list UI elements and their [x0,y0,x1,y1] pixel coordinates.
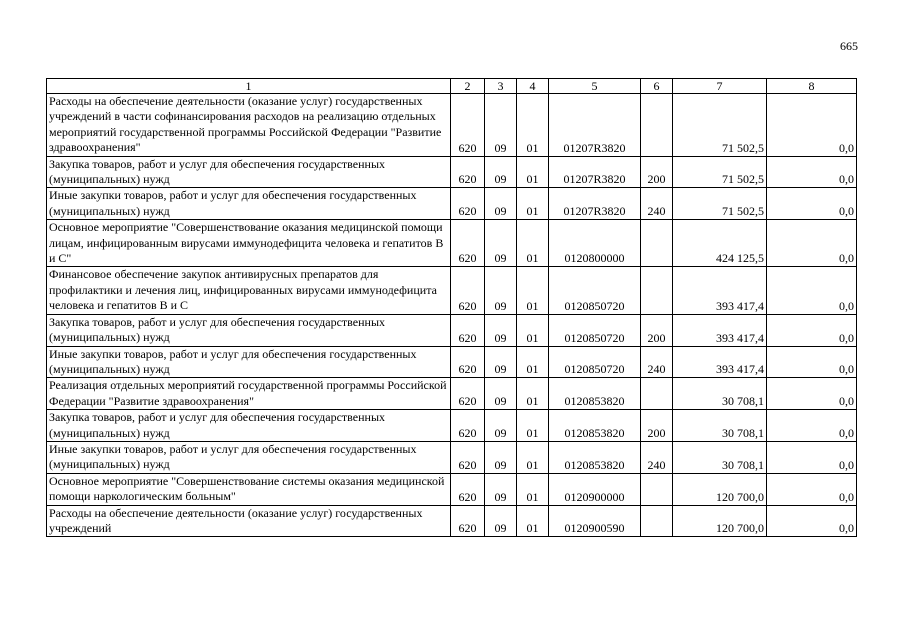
section-code-cell: 09 [485,410,517,442]
table-row [47,346,857,378]
target-article-cell: 0120853820 [549,410,641,442]
secondary-amount-cell: 0,0 [767,188,857,220]
target-article-cell: 0120900590 [549,505,641,537]
amount-cell: 424 125,5 [673,220,767,267]
amount-cell: 71 502,5 [673,188,767,220]
secondary-amount-cell: 0,0 [767,473,857,505]
ministry-code-cell: 620 [451,505,485,537]
expense-type-cell: 240 [641,346,673,378]
subsection-code-cell: 01 [517,94,549,157]
secondary-amount-cell: 0,0 [767,410,857,442]
column-header: 4 [517,79,549,94]
section-code-cell: 09 [485,441,517,473]
target-article-cell: 0120850720 [549,267,641,314]
target-article-cell: 0120850720 [549,314,641,346]
expense-type-cell [641,220,673,267]
column-header: 3 [485,79,517,94]
secondary-amount-cell: 0,0 [767,314,857,346]
expense-name-cell: Иные закупки товаров, работ и услуг для обеспечения государственных (муниципальных) нужд [47,346,451,378]
secondary-amount-cell: 0,0 [767,220,857,267]
ministry-code-cell: 620 [451,156,485,188]
expense-name-cell: Расходы на обеспечение деятельности (оказание услуг) государственных учреждений в части софинансирования расходов на реализацию отдельных мероприятий государственной программы Российской Федерации "Развитие здравоохранения" [47,94,451,157]
subsection-code-cell: 01 [517,220,549,267]
amount-cell: 120 700,0 [673,473,767,505]
section-code-cell: 09 [485,94,517,157]
column-header: 2 [451,79,485,94]
secondary-amount-cell: 0,0 [767,94,857,157]
table-row [47,188,857,220]
budget-table [46,78,857,537]
table-body [47,94,857,537]
subsection-code-cell: 01 [517,441,549,473]
target-article-cell: 01207R3820 [549,156,641,188]
expense-name-cell: Закупка товаров, работ и услуг для обеспечения государственных (муниципальных) нужд [47,156,451,188]
target-article-cell: 0120853820 [549,378,641,410]
expense-name-cell: Финансовое обеспечение закупок антивирусных препаратов для профилактики и лечения лиц, инфицированных вирусами иммунодефицита человека и гепатитов В и С [47,267,451,314]
expense-type-cell [641,378,673,410]
section-code-cell: 09 [485,188,517,220]
amount-cell: 120 700,0 [673,505,767,537]
amount-cell: 30 708,1 [673,378,767,410]
section-code-cell: 09 [485,314,517,346]
target-article-cell: 0120850720 [549,346,641,378]
secondary-amount-cell: 0,0 [767,441,857,473]
expense-type-cell [641,94,673,157]
secondary-amount-cell: 0,0 [767,505,857,537]
column-header: 7 [673,79,767,94]
amount-cell: 71 502,5 [673,156,767,188]
target-article-cell: 0120900000 [549,473,641,505]
target-article-cell: 0120800000 [549,220,641,267]
ministry-code-cell: 620 [451,94,485,157]
ministry-code-cell: 620 [451,473,485,505]
section-code-cell: 09 [485,378,517,410]
table-row [47,505,857,537]
secondary-amount-cell: 0,0 [767,346,857,378]
section-code-cell: 09 [485,473,517,505]
target-article-cell: 01207R3820 [549,188,641,220]
amount-cell: 393 417,4 [673,314,767,346]
section-code-cell: 09 [485,156,517,188]
secondary-amount-cell: 0,0 [767,378,857,410]
expense-type-cell [641,267,673,314]
secondary-amount-cell: 0,0 [767,267,857,314]
subsection-code-cell: 01 [517,156,549,188]
expense-name-cell: Основное мероприятие "Совершенствование системы оказания медицинской помощи наркологическим больным" [47,473,451,505]
section-code-cell: 09 [485,220,517,267]
expense-name-cell: Реализация отдельных мероприятий государственной программы Российской Федерации "Развитие здравоохранения" [47,378,451,410]
amount-cell: 71 502,5 [673,94,767,157]
table-row [47,94,857,157]
section-code-cell: 09 [485,505,517,537]
column-header: 1 [47,79,451,94]
expense-type-cell: 200 [641,314,673,346]
expense-name-cell: Иные закупки товаров, работ и услуг для обеспечения государственных (муниципальных) нужд [47,441,451,473]
amount-cell: 393 417,4 [673,346,767,378]
secondary-amount-cell: 0,0 [767,156,857,188]
expense-type-cell [641,505,673,537]
expense-name-cell: Иные закупки товаров, работ и услуг для обеспечения государственных (муниципальных) нужд [47,188,451,220]
expense-type-cell: 240 [641,188,673,220]
ministry-code-cell: 620 [451,314,485,346]
subsection-code-cell: 01 [517,346,549,378]
expense-type-cell: 240 [641,441,673,473]
ministry-code-cell: 620 [451,441,485,473]
expense-type-cell: 200 [641,156,673,188]
ministry-code-cell: 620 [451,346,485,378]
target-article-cell: 01207R3820 [549,94,641,157]
table-header-row [47,79,857,94]
section-code-cell: 09 [485,267,517,314]
expense-name-cell: Закупка товаров, работ и услуг для обеспечения государственных (муниципальных) нужд [47,410,451,442]
ministry-code-cell: 620 [451,410,485,442]
ministry-code-cell: 620 [451,220,485,267]
table-row [47,220,857,267]
ministry-code-cell: 620 [451,188,485,220]
target-article-cell: 0120853820 [549,441,641,473]
column-header: 6 [641,79,673,94]
expense-type-cell: 200 [641,410,673,442]
table-row [47,441,857,473]
table-row [47,267,857,314]
subsection-code-cell: 01 [517,505,549,537]
subsection-code-cell: 01 [517,267,549,314]
expense-name-cell: Расходы на обеспечение деятельности (оказание услуг) государственных учреждений [47,505,451,537]
page-number: 665 [840,39,858,53]
subsection-code-cell: 01 [517,314,549,346]
ministry-code-cell: 620 [451,267,485,314]
table-row [47,156,857,188]
section-code-cell: 09 [485,346,517,378]
ministry-code-cell: 620 [451,378,485,410]
expense-name-cell: Основное мероприятие "Совершенствование оказания медицинской помощи лицам, инфицированным вирусами иммунодефицита человека и гепатитов В и С" [47,220,451,267]
column-header: 8 [767,79,857,94]
column-header: 5 [549,79,641,94]
subsection-code-cell: 01 [517,410,549,442]
table-row [47,378,857,410]
table-row [47,314,857,346]
table-row [47,473,857,505]
subsection-code-cell: 01 [517,188,549,220]
table-row [47,410,857,442]
subsection-code-cell: 01 [517,473,549,505]
amount-cell: 393 417,4 [673,267,767,314]
amount-cell: 30 708,1 [673,410,767,442]
expense-name-cell: Закупка товаров, работ и услуг для обеспечения государственных (муниципальных) нужд [47,314,451,346]
subsection-code-cell: 01 [517,378,549,410]
expense-type-cell [641,473,673,505]
amount-cell: 30 708,1 [673,441,767,473]
